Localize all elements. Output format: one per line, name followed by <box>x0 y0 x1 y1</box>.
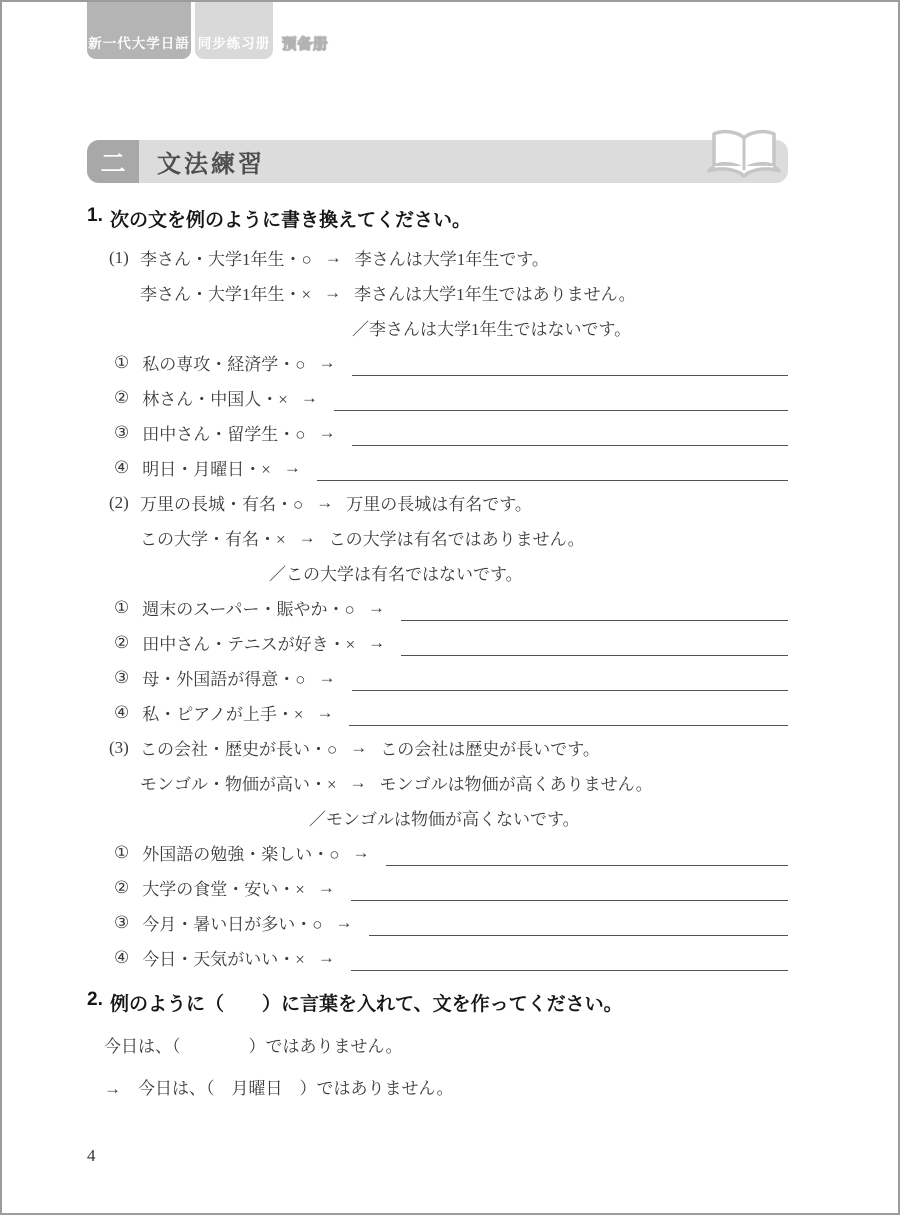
item-prompt: 明日・月曜日・× <box>142 460 271 479</box>
exercise-item <box>114 940 788 975</box>
example-alternative-line <box>87 800 788 835</box>
open-book-icon <box>706 126 782 182</box>
arrow-icon: → <box>368 632 386 652</box>
exercise2-answer: → 今日は、（ 月曜日 ）ではありません。 <box>104 1078 454 1098</box>
arrow-icon: → <box>316 492 334 512</box>
arrow-icon: → <box>352 842 370 862</box>
exercise-item <box>114 380 788 415</box>
exercise-item <box>114 835 788 870</box>
answer-blank <box>352 426 788 446</box>
answer-blank <box>369 916 788 936</box>
answer-blank <box>352 356 788 376</box>
circled-number: ③ <box>114 422 130 442</box>
example-line <box>87 520 788 555</box>
group-label: (3) <box>109 737 129 757</box>
example-answer: 万里の長城は有名です。 <box>346 495 532 514</box>
exercise1-title: 次の文を例のように書き換えてください。 <box>110 210 472 231</box>
example-line <box>87 275 788 310</box>
answer-blank <box>351 951 788 971</box>
series-tab-label: 新一代大学日語 <box>88 36 190 51</box>
circled-number: ④ <box>114 947 130 967</box>
example-line <box>87 485 788 520</box>
answer-blank <box>386 846 788 866</box>
circled-number: ① <box>114 352 130 372</box>
circled-number: ④ <box>114 702 130 722</box>
page-number: 4 <box>87 1146 96 1165</box>
circled-number: ① <box>114 597 130 617</box>
answer-blank <box>352 671 788 691</box>
example-alternative-line <box>87 310 788 345</box>
arrow-icon: → <box>317 877 335 897</box>
example-alternative: ／モンゴルは物価が高くないです。 <box>309 810 580 829</box>
series-tab <box>87 2 191 59</box>
item-prompt: 私・ピアノが上手・× <box>142 705 304 724</box>
section-title: 文法練習 <box>157 151 265 178</box>
exercise-item <box>114 590 788 625</box>
item-prompt: 田中さん・テニスが好き・× <box>142 635 356 654</box>
arrow-icon: → <box>318 352 336 372</box>
arrow-icon: → <box>316 702 334 722</box>
example-line <box>87 730 788 765</box>
example-alternative: ／この大学は有名ではないです。 <box>269 565 523 584</box>
header-tabs <box>87 2 329 59</box>
arrow-icon: → <box>324 282 342 302</box>
arrow-icon: → <box>317 947 335 967</box>
workbook-tab-label: 同步练习册 <box>197 36 271 51</box>
arrow-icon: → <box>298 527 316 547</box>
exercise2-answer-line <box>104 1068 788 1104</box>
example-line <box>87 765 788 800</box>
exercise2-heading <box>87 989 788 1016</box>
example-prompt: 万里の長城・有名・○ <box>140 495 304 514</box>
circled-number: ③ <box>114 912 130 932</box>
answer-blank <box>401 636 788 656</box>
answer-blank <box>317 461 788 481</box>
arrow-icon: → <box>283 457 301 477</box>
circled-number: ④ <box>114 457 130 477</box>
example-prompt: この会社・歴史が長い・○ <box>140 740 338 759</box>
exercise-item <box>114 870 788 905</box>
item-prompt: 田中さん・留学生・○ <box>142 425 306 444</box>
circled-number: ② <box>114 877 130 897</box>
exercise1-number: 1. <box>87 205 103 226</box>
exercise2-example: 今日は、（ ）ではありません。 <box>104 1036 403 1056</box>
arrow-icon: → <box>349 772 367 792</box>
exercise-item <box>114 450 788 485</box>
answer-blank <box>351 881 788 901</box>
example-answer: 李さんは大学1年生です。 <box>354 250 549 269</box>
exercise-item <box>114 415 788 450</box>
exercise-item <box>114 660 788 695</box>
volume-badge: 预备册 <box>282 37 329 53</box>
group-label: (2) <box>109 492 129 512</box>
example-prompt: モンゴル・物価が高い・× <box>140 775 337 794</box>
example-alternative-line <box>87 555 788 590</box>
item-prompt: 今月・暑い日が多い・○ <box>142 915 323 934</box>
arrow-icon: → <box>335 912 353 932</box>
item-prompt: 今日・天気がいい・× <box>142 950 305 969</box>
example-prompt: 李さん・大学1年生・○ <box>140 250 312 269</box>
exercise-item <box>114 345 788 380</box>
example-prompt: この大学・有名・× <box>140 530 286 549</box>
exercise1-group-3 <box>87 730 788 975</box>
arrow-icon: → <box>318 667 336 687</box>
item-prompt: 外国語の勉強・楽しい・○ <box>142 845 340 864</box>
example-line <box>87 240 788 275</box>
arrow-icon: → <box>300 387 318 407</box>
exercise1-group-1 <box>87 240 788 485</box>
exercise1-heading <box>87 205 788 232</box>
item-prompt: 母・外国語が得意・○ <box>142 670 306 689</box>
exercise2-title: 例のように（ ）に言葉を入れて、文を作ってください。 <box>110 994 623 1015</box>
item-prompt: 大学の食堂・安い・× <box>142 880 305 899</box>
example-answer: モンゴルは物価が高くありません。 <box>379 775 653 794</box>
item-prompt: 林さん・中国人・× <box>142 390 288 409</box>
example-alternative: ／李さんは大学1年生ではないです。 <box>352 320 632 339</box>
exercise2-example-line <box>104 1026 788 1062</box>
example-prompt: 李さん・大学1年生・× <box>140 285 312 304</box>
answer-blank <box>401 601 788 621</box>
circled-number: ② <box>114 387 130 407</box>
arrow-icon: → <box>350 737 368 757</box>
arrow-icon: → <box>318 422 336 442</box>
section-number-badge: 二 <box>87 140 139 183</box>
arrow-icon: → <box>367 597 385 617</box>
group-label: (1) <box>109 247 129 267</box>
exercise1-group-2 <box>87 485 788 730</box>
section-header <box>87 140 788 183</box>
arrow-icon: → <box>324 247 342 267</box>
example-answer: この大学は有名ではありません。 <box>328 530 585 549</box>
item-prompt: 週末のスーパー・賑やか・○ <box>142 600 355 619</box>
answer-blank <box>349 706 788 726</box>
exercise-item <box>114 625 788 660</box>
example-answer: 李さんは大学1年生ではありません。 <box>354 285 636 304</box>
example-answer: この会社は歴史が長いです。 <box>380 740 600 759</box>
page-content <box>2 205 898 1104</box>
exercise-item <box>114 905 788 940</box>
answer-blank <box>334 391 788 411</box>
circled-number: ① <box>114 842 130 862</box>
exercise-item <box>114 695 788 730</box>
circled-number: ② <box>114 632 130 652</box>
item-prompt: 私の専攻・経済学・○ <box>142 355 306 374</box>
circled-number: ③ <box>114 667 130 687</box>
exercise2-number: 2. <box>87 989 103 1010</box>
workbook-tab <box>195 2 273 59</box>
